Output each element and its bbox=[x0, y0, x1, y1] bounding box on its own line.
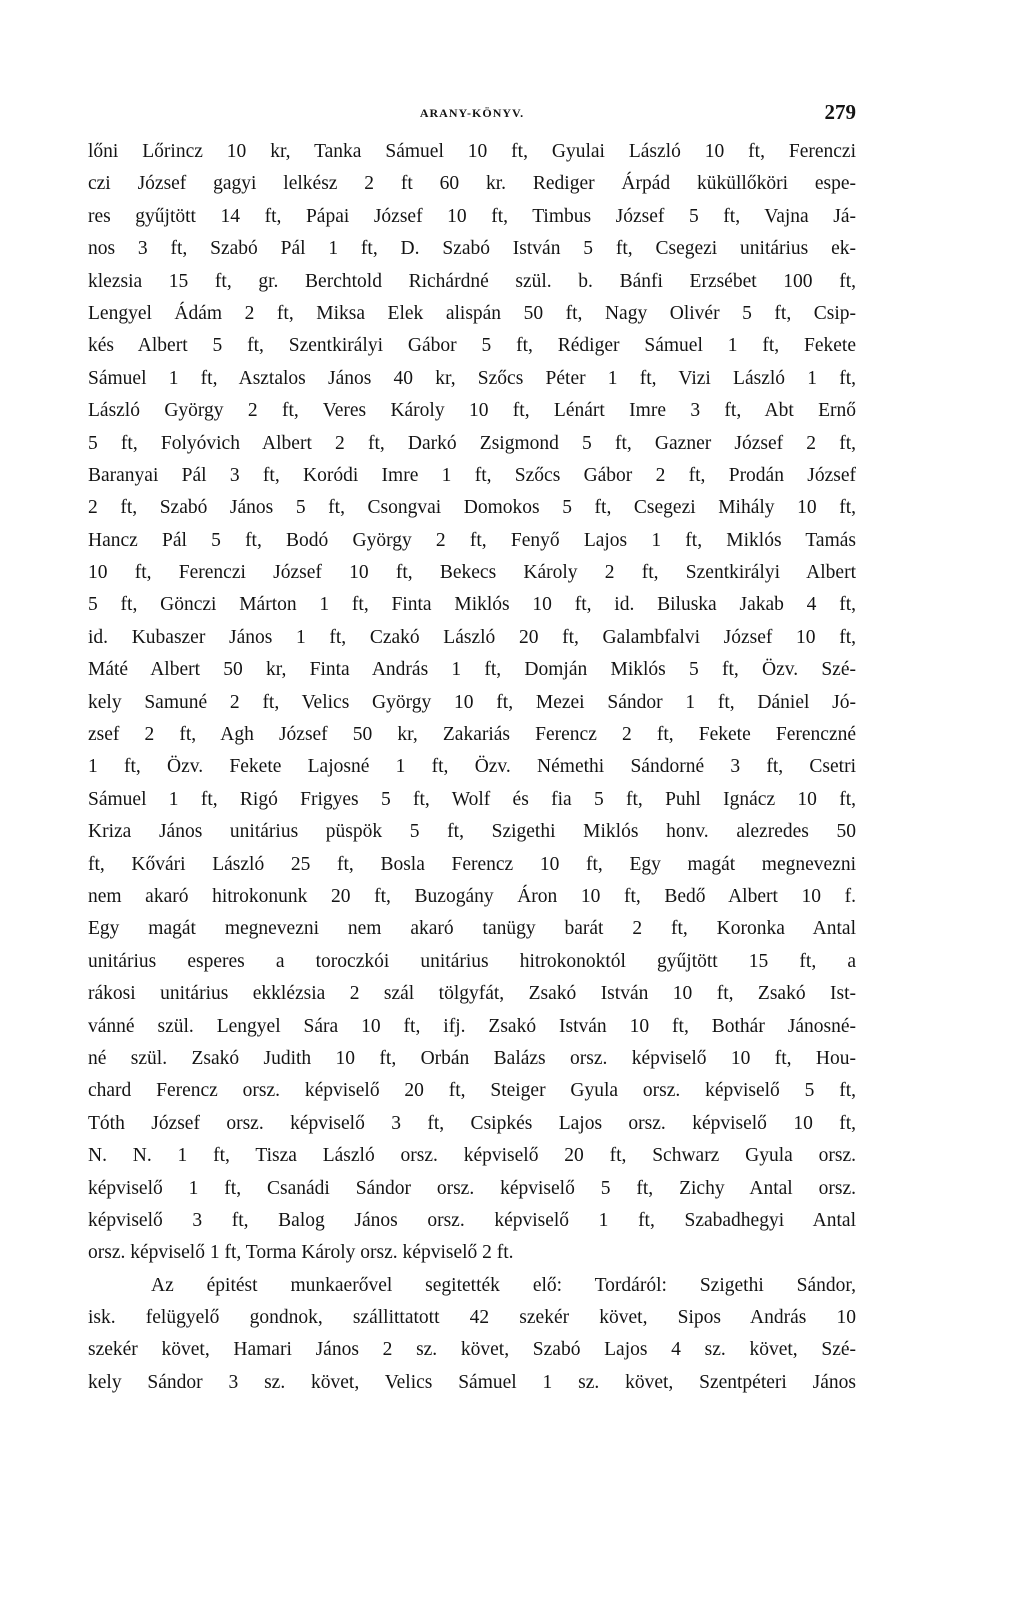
running-head: ARANY-KÖNYV. bbox=[419, 106, 525, 120]
text-line: unitárius esperes a toroczkói unitárius hitrokonoktól gyűjtött 15 ft, a bbox=[88, 950, 856, 972]
text-line: id. Kubaszer János 1 ft, Czakó László 20 ft, Galambfalvi József 10 ft, bbox=[88, 626, 856, 648]
text-line: kés Albert 5 ft, Szentkirályi Gábor 5 ft, Rédiger Sámuel 1 ft, Fekete bbox=[88, 335, 856, 357]
text-line: rákosi unitárius ekklézsia 2 szál tölgyfát, Zsakó István 10 ft, Zsakó Ist- bbox=[88, 983, 856, 1005]
text-line: Az épitést munkaerővel segitették elő: Tordáról: Szigethi Sándor, bbox=[151, 1274, 856, 1296]
text-line: Kriza János unitárius püspök 5 ft, Szigethi Miklós honv. alezredes 50 bbox=[88, 821, 856, 843]
text-line: Sámuel 1 ft, Rigó Frigyes 5 ft, Wolf és fia 5 ft, Puhl Ignácz 10 ft, bbox=[88, 788, 856, 810]
text-line: lőni Lőrincz 10 kr, Tanka Sámuel 10 ft, Gyulai László 10 ft, Ferenczi bbox=[88, 141, 856, 162]
text-line: 5 ft, Folyóvich Albert 2 ft, Darkó Zsigmond 5 ft, Gazner József 2 ft, bbox=[88, 432, 856, 454]
text-line: nos 3 ft, Szabó Pál 1 ft, D. Szabó István 5 ft, Csegezi unitárius ek- bbox=[88, 238, 856, 260]
text-line: zsef 2 ft, Agh József 50 kr, Zakariás Ferencz 2 ft, Fekete Ferenczné bbox=[88, 724, 856, 746]
text-line: né szül. Zsakó Judith 10 ft, Orbán Balázs orsz. képviselő 10 ft, Hou- bbox=[88, 1047, 856, 1069]
text-line: Sámuel 1 ft, Asztalos János 40 kr, Szőcs Péter 1 ft, Vizi László 1 ft, bbox=[88, 367, 856, 389]
text-line: Lengyel Ádám 2 ft, Miksa Elek alispán 50 ft, Nagy Olivér 5 ft, Csip- bbox=[88, 302, 856, 324]
text-line: szekér követ, Hamari János 2 sz. követ, Szabó Lajos 4 sz. követ, Szé- bbox=[88, 1339, 856, 1361]
text-line: László György 2 ft, Veres Károly 10 ft, Lénárt Imre 3 ft, Abt Ernő bbox=[88, 400, 856, 422]
text-line: N. N. 1 ft, Tisza László orsz. képviselő 20 ft, Schwarz Gyula orsz. bbox=[88, 1145, 856, 1167]
text-line: képviselő 3 ft, Balog János orsz. képviselő 1 ft, Szabadhegyi Antal bbox=[88, 1209, 856, 1231]
paragraph-donor-list bbox=[88, 136, 856, 1270]
paragraph-labour-contributions bbox=[88, 1270, 856, 1400]
page-number: 279 bbox=[824, 100, 856, 124]
text-line: 1 ft, Özv. Fekete Lajosné 1 ft, Özv. Némethi Sándorné 3 ft, Csetri bbox=[88, 756, 856, 778]
text-line: Baranyai Pál 3 ft, Koródi Imre 1 ft, Szőcs Gábor 2 ft, Prodán József bbox=[88, 464, 856, 486]
text-line: Hancz Pál 5 ft, Bodó György 2 ft, Fenyő Lajos 1 ft, Miklós Tamás bbox=[88, 529, 856, 551]
text-line: ft, Kővári László 25 ft, Bosla Ferencz 10 ft, Egy magát megnevezni bbox=[88, 853, 856, 875]
text-line: isk. felügyelő gondnok, szállittatott 42 szekér követ, Sipos András 10 bbox=[88, 1307, 856, 1329]
text-line: Máté Albert 50 kr, Finta András 1 ft, Domján Miklós 5 ft, Özv. Szé- bbox=[88, 659, 856, 681]
text-line: chard Ferencz orsz. képviselő 20 ft, Steiger Gyula orsz. képviselő 5 ft, bbox=[88, 1080, 856, 1102]
text-line: vánné szül. Lengyel Sára 10 ft, ifj. Zsakó István 10 ft, Bothár Jánosné- bbox=[88, 1015, 856, 1037]
text-line: képviselő 1 ft, Csanádi Sándor orsz. képviselő 5 ft, Zichy Antal orsz. bbox=[88, 1177, 856, 1199]
text-line: 2 ft, Szabó János 5 ft, Csongvai Domokos 5 ft, Csegezi Mihály 10 ft, bbox=[88, 497, 856, 519]
text-line: klezsia 15 ft, gr. Berchtold Richárdné szül. b. Bánfi Erzsébet 100 ft, bbox=[88, 270, 856, 292]
text-line: czi József gagyi lelkész 2 ft 60 kr. Rediger Árpád küküllőköri espe- bbox=[88, 173, 856, 195]
text-line: 10 ft, Ferenczi József 10 ft, Bekecs Károly 2 ft, Szentkirályi Albert bbox=[88, 562, 856, 584]
text-line: res gyűjtött 14 ft, Pápai József 10 ft, Timbus József 5 ft, Vajna Já- bbox=[88, 205, 856, 227]
body-text bbox=[88, 136, 856, 1399]
text-line: orsz. képviselő 1 ft, Torma Károly orsz. képviselő 2 ft. bbox=[88, 1242, 514, 1264]
text-line: kely Sándor 3 sz. követ, Velics Sámuel 1 sz. követ, Szentpéteri János bbox=[88, 1371, 856, 1393]
page-header bbox=[88, 100, 856, 130]
text-line: kely Samuné 2 ft, Velics György 10 ft, Mezei Sándor 1 ft, Dániel Jó- bbox=[88, 691, 856, 713]
text-line: nem akaró hitrokonunk 20 ft, Buzogány Áron 10 ft, Bedő Albert 10 f. bbox=[88, 885, 856, 907]
text-line: 5 ft, Gönczi Márton 1 ft, Finta Miklós 10 ft, id. Biluska Jakab 4 ft, bbox=[88, 594, 856, 616]
text-line: Egy magát megnevezni nem akaró tanügy barát 2 ft, Koronka Antal bbox=[88, 918, 856, 940]
text-line: Tóth József orsz. képviselő 3 ft, Csipkés Lajos orsz. képviselő 10 ft, bbox=[88, 1112, 856, 1134]
